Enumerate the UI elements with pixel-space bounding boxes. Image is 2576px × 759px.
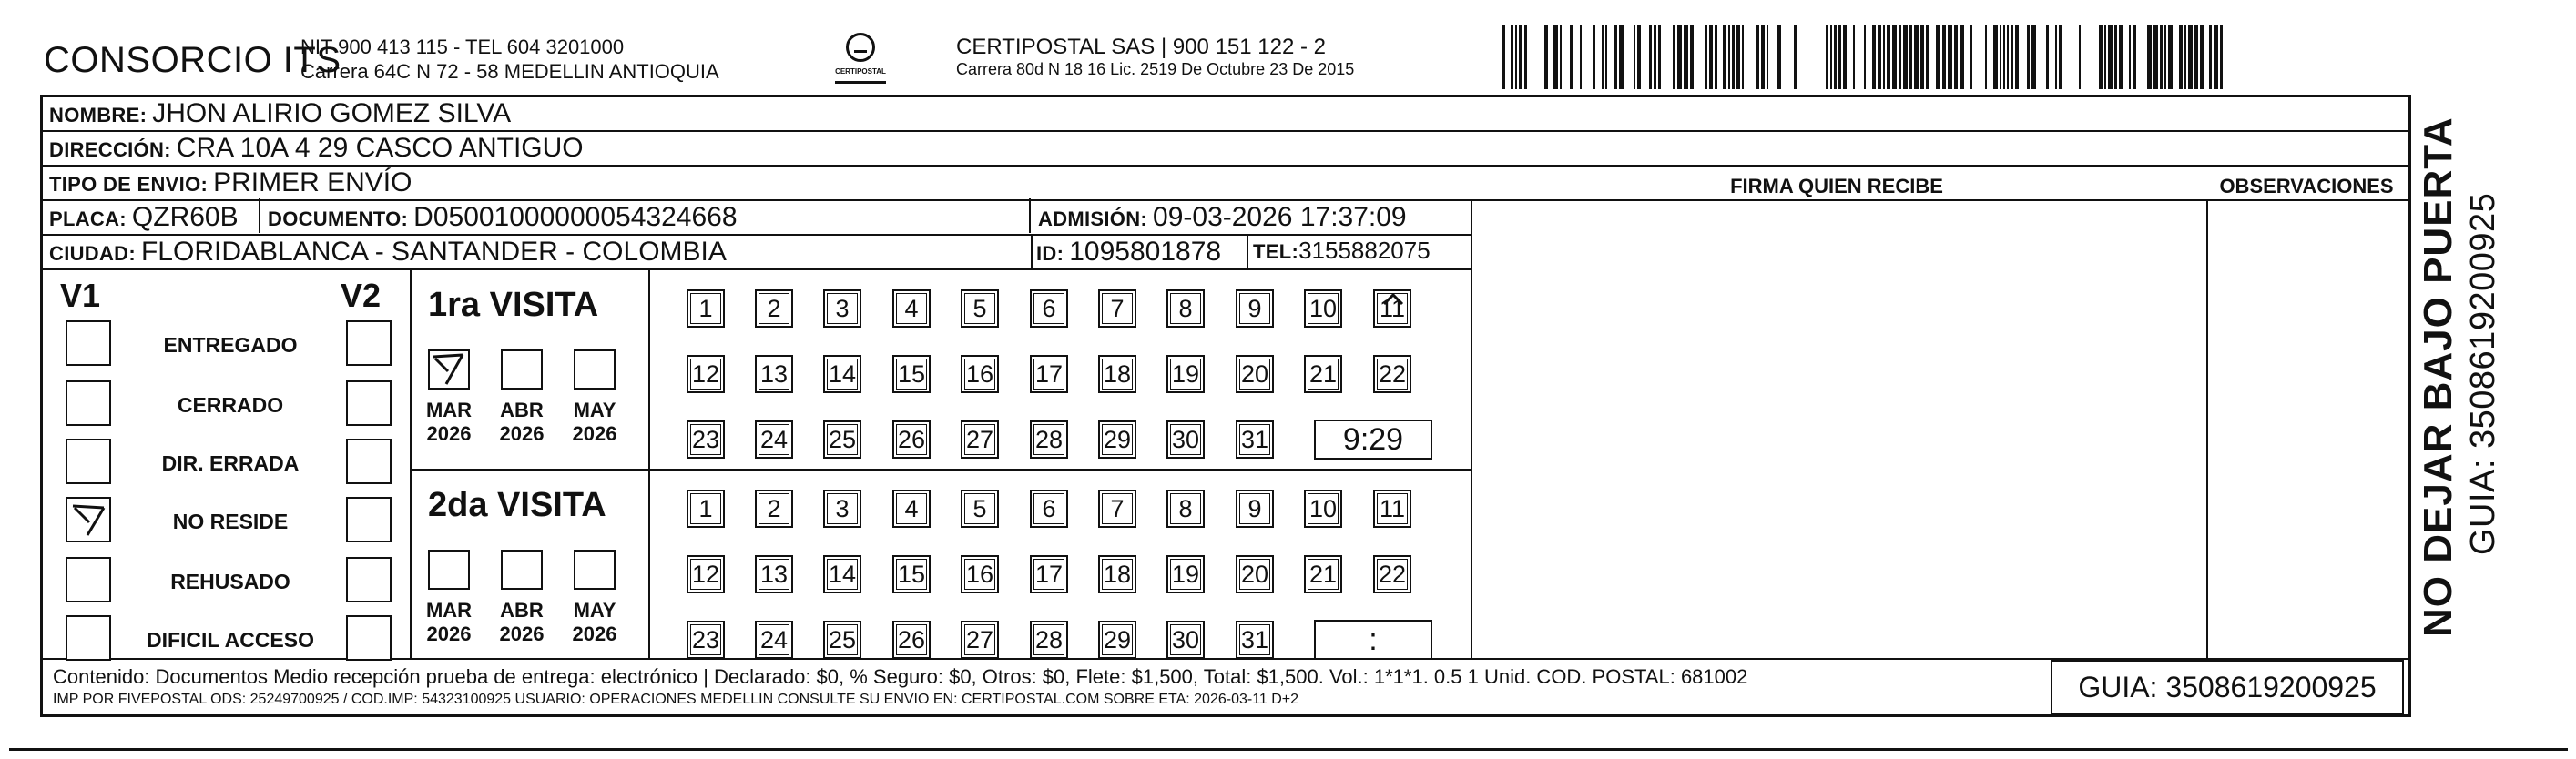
day-box[interactable] (687, 355, 725, 393)
day-number: 23 (691, 425, 720, 453)
month-year: 2026 (572, 422, 617, 445)
month-checkbox[interactable] (428, 349, 470, 390)
month-name: MAY (573, 599, 616, 622)
month-label (566, 399, 623, 446)
month-name: MAR (425, 399, 473, 421)
day-box[interactable] (892, 555, 931, 593)
month-year: 2026 (572, 622, 617, 645)
month-year: 2026 (426, 422, 472, 445)
day-box[interactable] (1030, 621, 1068, 659)
month-checkbox[interactable] (501, 550, 543, 590)
visit-time[interactable]: : (1314, 620, 1432, 660)
day-box[interactable] (1236, 289, 1274, 328)
day-box[interactable] (892, 289, 931, 328)
imp-text: IMP POR FIVEPOSTAL ODS: 25249700925 / COD.IMP: 54323100925 USUARIO: OPERACIONES MEDELLIN CONSULTE SU ENVIO EN: CERTIPOSTAL.COM SOBRE ETA: 2026-03-11 D+2 (53, 692, 1299, 707)
day-number: 18 (1103, 359, 1132, 388)
day-box[interactable] (1030, 355, 1068, 393)
day-box[interactable] (1373, 289, 1411, 328)
month-checkbox[interactable] (428, 550, 470, 590)
day-box[interactable] (1304, 555, 1342, 593)
day-box[interactable] (1236, 621, 1274, 659)
id-label: ID: (1036, 242, 1064, 265)
day-number: 28 (1034, 625, 1064, 653)
month-checkbox[interactable] (574, 550, 616, 590)
day-number: 11 (1379, 494, 1406, 522)
day-number: 16 (965, 359, 994, 388)
day-number: 7 (1110, 494, 1125, 522)
day-number: 30 (1171, 425, 1200, 453)
visit-title: 1ra VISITA (428, 286, 599, 324)
day-box[interactable] (1166, 289, 1205, 328)
day-number: 1 (698, 494, 713, 522)
admision-field (1038, 202, 1407, 233)
guia-box: GUIA: 3508619200925 (2051, 660, 2404, 714)
day-number: 20 (1240, 560, 1269, 588)
day-number: 9 (1247, 494, 1262, 522)
visit-title: 2da VISITA (428, 486, 606, 524)
day-box[interactable] (1098, 289, 1136, 328)
certipostal-logo (833, 31, 888, 91)
day-box[interactable] (1098, 355, 1136, 393)
day-number: 3 (835, 294, 850, 322)
day-box[interactable] (755, 555, 793, 593)
day-number: 7 (1110, 294, 1125, 322)
admision-value: 09-03-2026 17:37:09 (1153, 202, 1407, 232)
day-number: 12 (691, 560, 720, 588)
status-label: REHUSADO (170, 570, 290, 593)
direccion-label: DIRECCIÓN: (49, 138, 171, 161)
day-number: 29 (1103, 425, 1132, 453)
day-box[interactable] (892, 420, 931, 459)
bottom-divider (9, 748, 2568, 751)
id-value: 1095801878 (1069, 237, 1222, 267)
day-box[interactable] (1304, 355, 1342, 393)
day-number: 19 (1171, 560, 1200, 588)
documento-label: DOCUMENTO: (268, 207, 409, 230)
day-number: 3 (835, 494, 850, 522)
day-number: 10 (1308, 294, 1338, 322)
observaciones-header: OBSERVACIONES (2219, 175, 2394, 197)
day-number: 2 (767, 294, 781, 322)
status-label: NO RESIDE (172, 510, 289, 533)
v1-checkbox[interactable] (66, 615, 111, 661)
day-number: 24 (759, 425, 789, 453)
tipo-envio-field (49, 167, 412, 198)
firma-header: FIRMA QUIEN RECIBE (1730, 175, 1943, 197)
day-box[interactable] (755, 621, 793, 659)
visit-time[interactable]: 9:29 (1314, 420, 1432, 460)
month-name: ABR (500, 399, 544, 421)
day-number: 4 (904, 294, 919, 322)
day-box[interactable] (961, 355, 999, 393)
day-box[interactable] (823, 355, 861, 393)
day-check-mark (1375, 291, 1411, 328)
month-name: ABR (500, 599, 544, 622)
day-number: 24 (759, 625, 789, 653)
day-box[interactable] (892, 621, 931, 659)
company-address: Carrera 64C N 72 - 58 MEDELLIN ANTIOQUIA (300, 60, 719, 83)
day-number: 27 (965, 425, 994, 453)
day-number: 13 (759, 560, 789, 588)
logo-caption: CERTIPOSTAL (835, 67, 886, 76)
day-number: 19 (1171, 359, 1200, 388)
day-number: 5 (972, 294, 987, 322)
v1-checkbox[interactable] (66, 320, 111, 366)
day-number: 17 (1034, 359, 1064, 388)
v1-checkbox[interactable] (66, 557, 111, 602)
contenido-text: Contenido: Documentos Medio recepción prueba de entrega: electrónico | Declarado: $0, % Seguro: $0, Otros: $0, Flete: $1,500, Total: $1,500. Vol.: 1*1*1. 0.5 1 Unid. COD. POSTAL: 681002 (53, 665, 1748, 688)
documento-field (268, 202, 738, 233)
tel-label: TEL: (1253, 240, 1299, 263)
documento-value: D05001000000054324668 (413, 202, 738, 232)
day-number: 31 (1240, 625, 1269, 653)
day-number: 18 (1103, 560, 1132, 588)
admision-label: ADMISIÓN: (1038, 207, 1148, 230)
ciudad-label: CIUDAD: (49, 242, 136, 265)
status-label: DIFICIL ACCESO (146, 628, 314, 652)
day-box[interactable] (1098, 621, 1136, 659)
day-box[interactable] (1098, 420, 1136, 459)
day-box[interactable] (1098, 555, 1136, 593)
day-box[interactable] (823, 621, 861, 659)
month-name: MAY (573, 399, 616, 421)
v1-checkbox[interactable] (66, 497, 111, 542)
id-field (1036, 237, 1221, 268)
day-number: 25 (828, 425, 857, 453)
day-box[interactable] (687, 555, 725, 593)
v2-header: V2 (341, 277, 382, 314)
day-number: 21 (1308, 359, 1338, 388)
placa-value: QZR60B (131, 202, 239, 232)
day-number: 26 (897, 625, 926, 653)
day-number: 8 (1178, 294, 1193, 322)
v2-checkbox[interactable] (346, 320, 392, 366)
company-contact (300, 35, 719, 84)
day-box[interactable] (1166, 355, 1205, 393)
day-box[interactable] (1166, 555, 1205, 593)
day-number: 11 (1379, 294, 1406, 322)
day-box[interactable] (755, 420, 793, 459)
tipo-envio-label: TIPO DE ENVIO: (49, 173, 209, 196)
v2-checkbox[interactable] (346, 497, 392, 542)
day-box[interactable] (1236, 355, 1274, 393)
day-number: 14 (828, 560, 857, 588)
tel-field (1253, 237, 1431, 265)
company-nit: NIT 900 413 115 - TEL 604 3201000 (300, 35, 625, 58)
day-box[interactable] (961, 289, 999, 328)
day-box[interactable] (1236, 420, 1274, 459)
day-number: 21 (1308, 560, 1338, 588)
day-box[interactable] (687, 289, 725, 328)
no-dejar-warning: NO DEJAR BAJO PUERTA (2416, 116, 2460, 637)
day-box[interactable] (1166, 420, 1205, 459)
day-number: 25 (828, 625, 857, 653)
day-number: 30 (1171, 625, 1200, 653)
day-number: 22 (1378, 359, 1407, 388)
day-number: 28 (1034, 425, 1064, 453)
month-label (421, 599, 477, 646)
day-box[interactable] (961, 621, 999, 659)
ciudad-value: FLORIDABLANCA - SANTANDER - COLOMBIA (140, 237, 727, 267)
day-box[interactable] (1304, 289, 1342, 328)
day-number: 29 (1103, 625, 1132, 653)
v2-checkbox[interactable] (346, 380, 392, 426)
day-box[interactable] (961, 420, 999, 459)
day-number: 16 (965, 560, 994, 588)
carrier-address: Carrera 80d N 18 16 Lic. 2519 De Octubre 23 De 2015 (956, 60, 1355, 78)
signature-area[interactable] (1470, 204, 2204, 653)
day-number: 8 (1178, 494, 1193, 522)
tipo-envio-value: PRIMER ENVÍO (213, 167, 412, 197)
day-number: 2 (767, 494, 781, 522)
day-number: 5 (972, 494, 987, 522)
day-number: 12 (691, 359, 720, 388)
day-box[interactable] (755, 355, 793, 393)
placa-label: PLACA: (49, 207, 127, 230)
month-checkbox[interactable] (574, 349, 616, 390)
nombre-field (49, 98, 511, 129)
side-guia: GUIA: 3508619200925 (2464, 192, 2502, 555)
v2-checkbox[interactable] (346, 439, 392, 484)
day-box[interactable] (1030, 420, 1068, 459)
day-number: 23 (691, 625, 720, 653)
day-number: 13 (759, 359, 789, 388)
day-number: 1 (698, 294, 713, 322)
v1-checkbox[interactable] (66, 380, 111, 426)
month-label (566, 599, 623, 646)
day-box[interactable] (961, 555, 999, 593)
day-number: 6 (1042, 294, 1056, 322)
month-checkbox[interactable] (501, 349, 543, 390)
status-label: ENTREGADO (163, 333, 298, 357)
placa-field (49, 202, 239, 233)
day-number: 15 (897, 560, 926, 588)
day-box[interactable] (823, 289, 861, 328)
direccion-field (49, 133, 584, 164)
day-number: 14 (828, 359, 857, 388)
day-number: 22 (1378, 560, 1407, 588)
v2-checkbox[interactable] (346, 615, 392, 661)
tel-value: 3155882075 (1298, 237, 1431, 264)
day-box[interactable] (1030, 289, 1068, 328)
day-box[interactable] (1236, 555, 1274, 593)
day-box[interactable] (1166, 490, 1205, 528)
day-number: 26 (897, 425, 926, 453)
month-label (494, 599, 550, 646)
month-label (421, 399, 477, 446)
day-box[interactable] (755, 289, 793, 328)
day-number: 4 (904, 494, 919, 522)
day-number: 20 (1240, 359, 1269, 388)
status-label: DIR. ERRADA (161, 451, 300, 475)
day-box[interactable] (1030, 555, 1068, 593)
status-label: CERRADO (177, 393, 284, 417)
month-label (494, 399, 550, 446)
month-name: MAR (425, 599, 473, 622)
day-number: 6 (1042, 494, 1056, 522)
ciudad-field (49, 237, 727, 268)
day-box[interactable] (1166, 621, 1205, 659)
day-box[interactable] (1373, 490, 1411, 528)
barcode (1502, 25, 2231, 89)
v2-checkbox[interactable] (346, 557, 392, 602)
day-number: 15 (897, 359, 926, 388)
v1-checkbox[interactable] (66, 439, 111, 484)
day-number: 9 (1247, 294, 1262, 322)
carrier-info (956, 35, 1354, 79)
day-box[interactable] (687, 420, 725, 459)
direccion-value: CRA 10A 4 29 CASCO ANTIGUO (176, 133, 584, 163)
day-box[interactable] (755, 490, 793, 528)
day-box[interactable] (1236, 490, 1274, 528)
day-number: 10 (1308, 494, 1338, 522)
observations-area[interactable] (2205, 204, 2408, 653)
day-box[interactable] (823, 490, 861, 528)
day-box[interactable] (823, 555, 861, 593)
day-box[interactable] (1304, 490, 1342, 528)
day-box[interactable] (1098, 490, 1136, 528)
day-box[interactable] (823, 420, 861, 459)
day-box[interactable] (1373, 555, 1411, 593)
month-year: 2026 (499, 622, 545, 645)
month-year: 2026 (426, 622, 472, 645)
month-year: 2026 (499, 422, 545, 445)
day-box[interactable] (961, 490, 999, 528)
day-box[interactable] (687, 621, 725, 659)
carrier-name: CERTIPOSTAL SAS | 900 151 122 - 2 (956, 35, 1326, 59)
day-box[interactable] (892, 490, 931, 528)
day-number: 27 (965, 625, 994, 653)
day-number: 17 (1034, 560, 1064, 588)
v1-header: V1 (60, 277, 101, 314)
day-box[interactable] (687, 490, 725, 528)
day-box[interactable] (892, 355, 931, 393)
nombre-label: NOMBRE: (49, 104, 148, 126)
day-box[interactable] (1030, 490, 1068, 528)
company-name: CONSORCIO ITS (44, 40, 341, 80)
day-number: 31 (1240, 425, 1269, 453)
day-box[interactable] (1373, 355, 1411, 393)
nombre-value: JHON ALIRIO GOMEZ SILVA (152, 98, 512, 128)
